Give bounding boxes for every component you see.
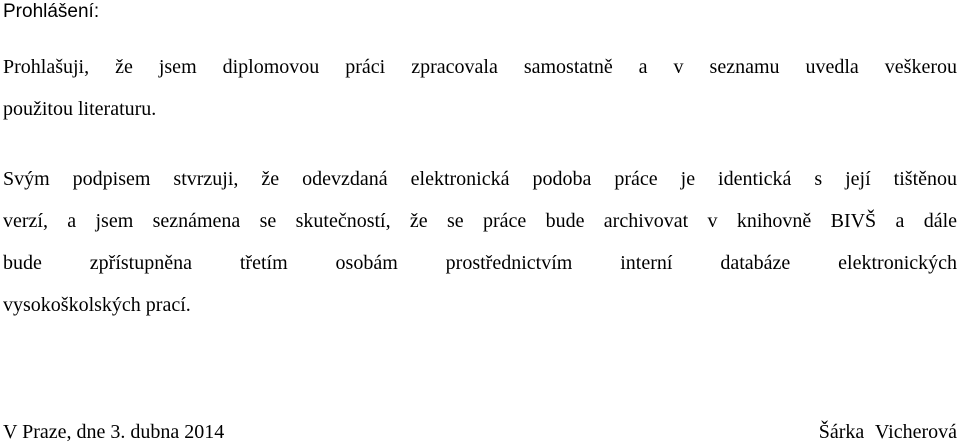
paragraph-2-line: Svým podpisem stvrzuji, že odevzdaná elektronická podoba práce je identická s její tištěnou xyxy=(3,168,957,190)
declaration-footer xyxy=(3,418,957,446)
declaration-paragraph-2 xyxy=(3,158,957,326)
paragraph-1-line: Prohlašuji, že jsem diplomovou práci zpracovala samostatně a v seznamu uvedla veškerou xyxy=(3,56,957,78)
paragraph-2-line: verzí, a jsem seznámena se skutečností, že se práce bude archivovat v knihovně BIVŠ a dále xyxy=(3,210,957,232)
paragraph-1-line: použitou literaturu. xyxy=(3,98,157,120)
declaration-heading: Prohlášení: xyxy=(3,1,100,22)
paragraph-2-line: vysokoškolských prací. xyxy=(3,294,191,316)
paragraph-2-line: bude zpřístupněna třetím osobám prostřednictvím interní databáze elektronických xyxy=(3,252,957,274)
place-date: V Praze, dne 3. dubna 2014 xyxy=(3,421,225,443)
author-signature-name: Šárka Vicherová xyxy=(818,421,957,443)
declaration-paragraph-1 xyxy=(3,46,957,130)
